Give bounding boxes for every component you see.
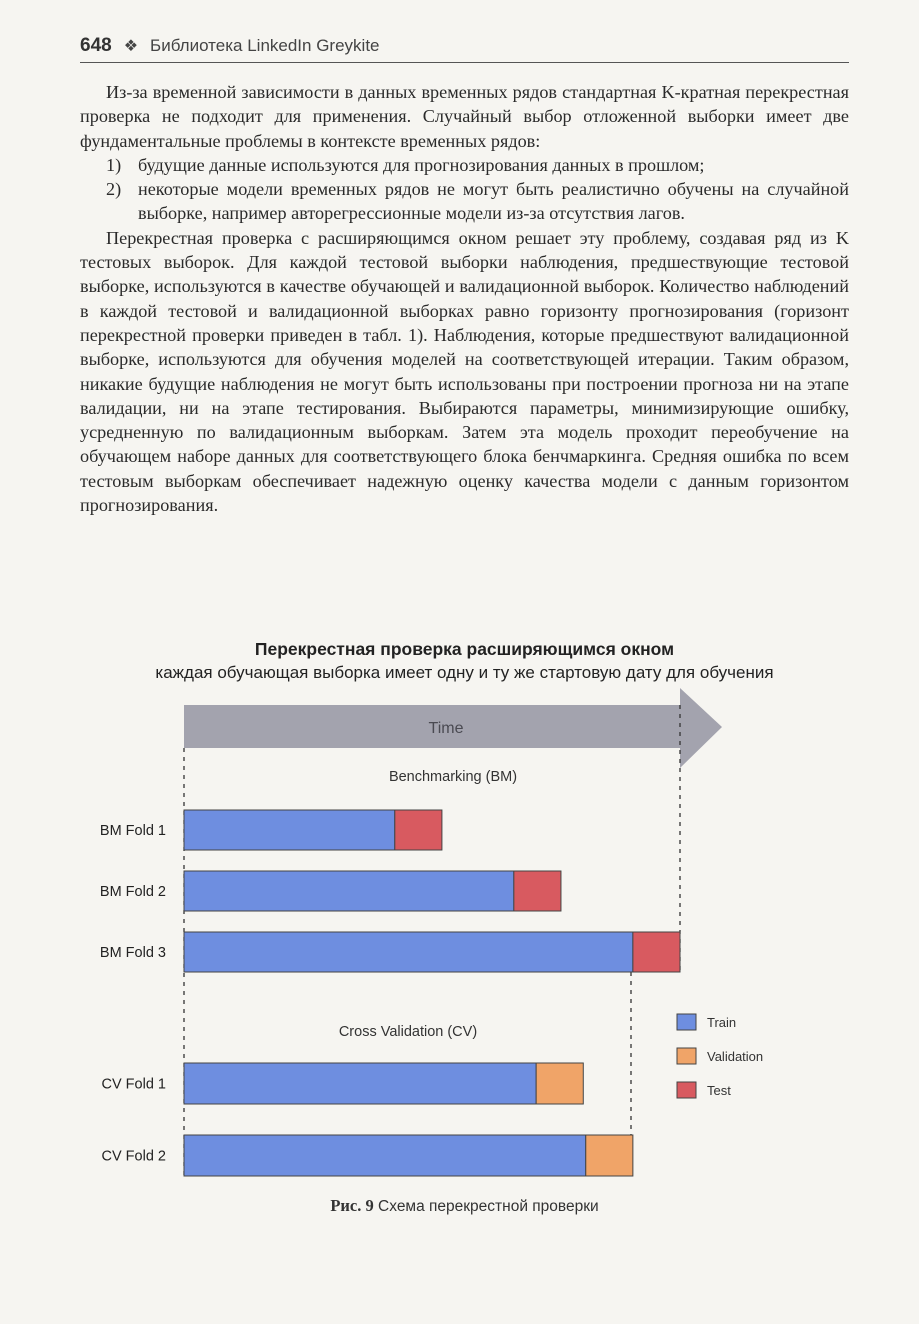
legend-swatch-train bbox=[677, 1014, 696, 1030]
train-segment bbox=[184, 1063, 536, 1104]
paragraph-2: Перекрестная проверка с расширяющимся окном решает эту проблему, создавая ряд из K тестовых выборок. Для каждой тестовой выборки наблюдения, предшествующие тестовой выборке, используются в качестве обучающей и валидационной выборок. Количество наблюдений в каждой тестовой и валидационной выборках равно горизонту прогнозирования (горизонт перекрестной проверки приведен в табл. 1). Наблюдения, которые предшествуют валидационной выборке, используются для обучения моделей на соответствующей итерации. Таким образом, никакие будущие наблюдения не могут быть использованы при построении прогноза ни на этапе валидации, ни на этапе тестирования. Выбираются параметры, минимизирующие ошибку, усредненную по валидационным выборкам. Затем эта модель проходит переобучение на обучающем наборе данных для соответствующего блока бенчмаркинга. Средняя ошибка по всем тестовым выборкам обеспечивает надежную оценку качества модели с данным горизонтом прогнозирования. bbox=[80, 227, 849, 516]
train-segment bbox=[184, 810, 395, 850]
separator-icon: ❖ bbox=[123, 38, 139, 55]
list-item-number: 1) bbox=[106, 154, 122, 175]
paragraph-1: Из-за временной зависимости в данных временных рядов стандартная K-кратная перекрестная проверка не подходит для применения. Случайный выбор отложенной выборки имеет две фундаментальные проблемы в контексте временных рядов: bbox=[80, 82, 849, 151]
test-segment bbox=[395, 810, 442, 850]
page-number: 648 bbox=[80, 35, 112, 56]
test-segment bbox=[633, 932, 680, 972]
fold-label: BM Fold 2 bbox=[99, 884, 166, 900]
legend-label-validation: Validation bbox=[707, 1049, 764, 1064]
validation-segment bbox=[536, 1063, 583, 1104]
legend bbox=[677, 1014, 763, 1098]
train-segment bbox=[184, 1135, 586, 1176]
fold-bars bbox=[100, 810, 680, 1176]
test-segment bbox=[514, 871, 561, 911]
legend-label-test: Test bbox=[707, 1083, 731, 1098]
list-item-text: будущие данные используются для прогнозирования данных в прошлом; bbox=[138, 154, 705, 175]
figure-subtitle: каждая обучающая выборка имеет одну и ту же стартовую дату для обучения bbox=[155, 663, 774, 682]
fold-label: CV Fold 2 bbox=[101, 1148, 166, 1165]
fold-label: BM Fold 3 bbox=[99, 945, 166, 961]
time-arrow bbox=[184, 688, 722, 768]
list-item-number: 2) bbox=[106, 179, 122, 200]
figure-title: Перекрестная проверка расширяющимся окном bbox=[254, 639, 675, 659]
validation-segment bbox=[586, 1135, 633, 1176]
cv-section-label: Cross Validation (CV) bbox=[338, 1024, 478, 1040]
train-segment bbox=[184, 871, 514, 911]
legend-label-train: Train bbox=[707, 1015, 737, 1030]
train-segment bbox=[184, 932, 633, 972]
running-title: Библиотека LinkedIn Greykite bbox=[150, 36, 380, 55]
list-item-text: некоторые модели временных рядов не могут быть реалистично обучены на случайной выборке, например авторегрессионные модели из-за отсутствия лагов. bbox=[138, 179, 849, 224]
fold-label: BM Fold 1 bbox=[99, 823, 166, 839]
legend-swatch-validation bbox=[677, 1048, 696, 1064]
bm-section-label: Benchmarking (BM) bbox=[388, 769, 518, 785]
fold-label: CV Fold 1 bbox=[101, 1076, 166, 1093]
caption-text: Схема перекрестной проверки bbox=[378, 1198, 599, 1215]
caption-prefix: Рис. 9 bbox=[330, 1196, 374, 1215]
legend-swatch-test bbox=[677, 1082, 696, 1098]
figure-caption bbox=[80, 1196, 849, 1216]
time-label: Time bbox=[428, 720, 464, 737]
